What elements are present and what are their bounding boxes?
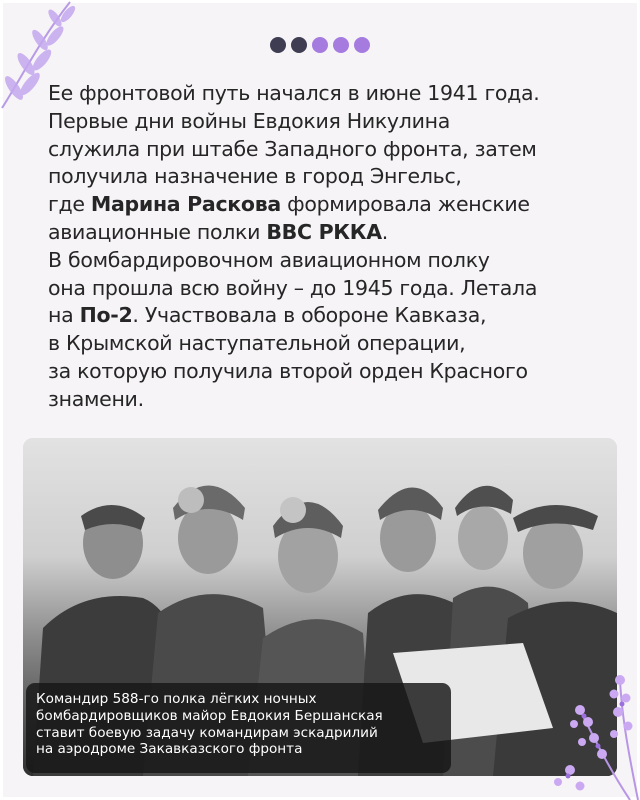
- body-line: [48, 302, 608, 330]
- pagination-dot: [291, 37, 307, 53]
- pagination-dot: [354, 37, 370, 53]
- body-line: [48, 330, 608, 358]
- body-emphasis: ВВС РККА: [266, 219, 382, 244]
- body-run: авиационные полки: [48, 219, 267, 244]
- body-emphasis: Марина Раскова: [90, 192, 281, 217]
- pagination-dot: [270, 37, 286, 53]
- body-line: [48, 247, 608, 275]
- body-run: получила назначение в город Энгельс,: [48, 164, 462, 189]
- body-run: формировала женские: [280, 192, 530, 217]
- lavender-flowers-icon: [510, 650, 640, 800]
- body-line: [48, 386, 608, 414]
- body-run: служила при штабе Западного фронта, затем: [48, 136, 537, 161]
- photo-caption: [26, 683, 451, 773]
- body-paragraph: [48, 80, 608, 414]
- body-line: [48, 163, 608, 191]
- body-run: Ее фронтовой путь начался в июне 1941 года.: [48, 81, 540, 105]
- body-run: в Крымской наступательной операции,: [48, 331, 466, 356]
- body-run: где: [48, 192, 91, 217]
- caption-line: ставит боевую задачу командирам эскадрилий: [36, 724, 378, 741]
- body-line: [48, 219, 608, 247]
- caption-line: на аэродроме Закавказского фронта: [36, 741, 303, 758]
- body-line: [48, 358, 608, 386]
- caption-line: Командир 588-го полка лёгких ночных: [36, 691, 317, 707]
- body-run: В бомбардировочном авиационном полку: [48, 247, 490, 272]
- body-line: [48, 191, 608, 219]
- body-emphasis: По-2: [79, 303, 133, 328]
- body-run: она прошла всю войну – до 1945 года. Летала: [48, 275, 538, 300]
- pagination-dots: [265, 36, 375, 54]
- caption-line: бомбардировщиков майор Евдокия Бершанская: [36, 707, 383, 724]
- body-line: [48, 108, 608, 136]
- body-run: . Участвовала в обороне Кавказа,: [132, 303, 487, 328]
- body-line: [48, 136, 608, 164]
- body-line: [48, 80, 608, 108]
- body-run: Первые дни войны Евдокия Никулина: [48, 108, 450, 133]
- body-line: [48, 275, 608, 303]
- body-run: за которую получила второй орден Красного: [48, 358, 528, 383]
- body-run: знамени.: [48, 386, 144, 411]
- pagination-dot: [312, 37, 328, 53]
- body-run: на: [48, 303, 80, 328]
- body-run: .: [381, 219, 388, 244]
- pagination-dot: [333, 37, 349, 53]
